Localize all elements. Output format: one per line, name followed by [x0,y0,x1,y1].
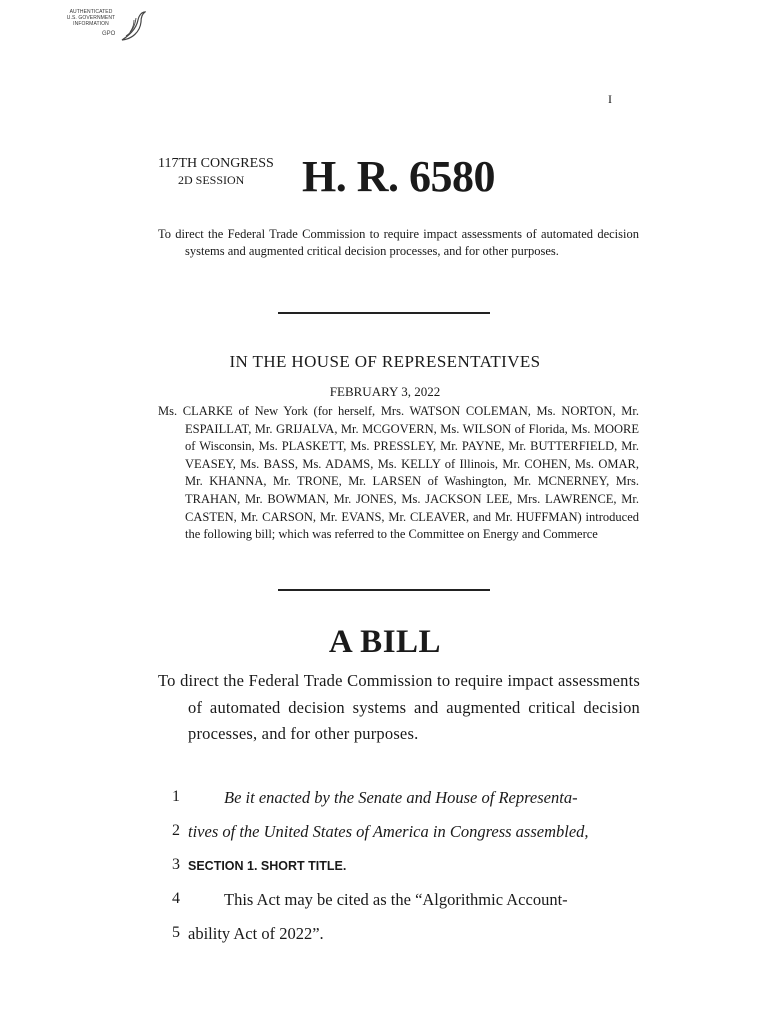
line-number: 4 [172,890,180,907]
gpo-authentication-seal [58,4,148,48]
seal-gpo-text: GPO [102,31,116,37]
chamber-heading: IN THE HOUSE OF REPRESENTATIVES [229,352,541,371]
divider-top [278,312,490,314]
bill-line [0,788,770,814]
seal-line-2: U.S. GOVERNMENT [66,15,116,21]
bill-line [0,924,770,950]
page-mark: I [608,92,612,106]
short-purpose: To direct the Federal Trade Commission to require impact assessments of automated decision systems and augmented critical decision processes, and for other purposes. [158,227,639,258]
seal-line-1: AUTHENTICATED [69,9,113,15]
line-number: 3 [172,856,180,873]
line-number: 5 [172,924,180,941]
bill-title: A BILL [328,624,442,660]
line-number: 1 [172,788,180,805]
bill-line [0,890,770,916]
sponsors-paragraph: Ms. CLARKE of New York (for herself, Mrs. WATSON COLEMAN, Ms. NORTON, Mr. ESPAILLAT, Mr. GRIJALVA, Mr. MCGOVERN, Ms. WILSON of Florida, Ms. MOORE of Wisconsin, Ms. PLASKETT, Ms. PRESSLEY, Mr. PAYNE, Mr. BUTTERFIELD, Mr. VEASEY, Ms. BASS, Ms. ADAMS, Ms. KELLY of Illinois, Mr. COHEN, Ms. OMAR, Mr. KHANNA, Mr. TRONE, Mr. LARSEN of Washington, Mr. MCNERNEY, Mrs. TRAHAN, Mr. BOWMAN, Mr. JONES, Ms. JACKSON LEE, Mrs. LAWRENCE, Mr. CASTEN, Mr. CARSON, Mr. EVANS, Mr. CLEAVER, and Mr. HUFFMAN) introduced the following bill; which was referred to the Committee on Energy and Commerce [158,404,639,542]
line-number: 2 [172,822,180,839]
seal-line-3: INFORMATION [73,21,109,27]
divider-bottom [278,589,490,591]
long-purpose: To direct the Federal Trade Commission to require impact assessments of automated decision systems and augmented critical decision processes, and for other purposes. [158,671,640,743]
session-label: 2D SESSION [178,173,245,187]
bill-line [0,856,770,882]
bill-line [0,822,770,848]
line-text: Be it enacted by the Senate and House of Representa- [224,788,578,807]
seal-text [58,9,124,27]
introduction-date: FEBRUARY 3, 2022 [329,384,441,399]
line-text: ability Act of 2022”. [188,924,324,943]
congress-label: 117TH CONGRESS [158,156,274,171]
eagle-icon [118,6,146,46]
bill-number: H. R. 6580 [302,152,495,201]
line-text: This Act may be cited as the “Algorithmic Account- [224,890,568,909]
line-text: tives of the United States of America in Congress assembled, [188,822,589,841]
section-heading: SECTION 1. SHORT TITLE. [188,859,347,873]
